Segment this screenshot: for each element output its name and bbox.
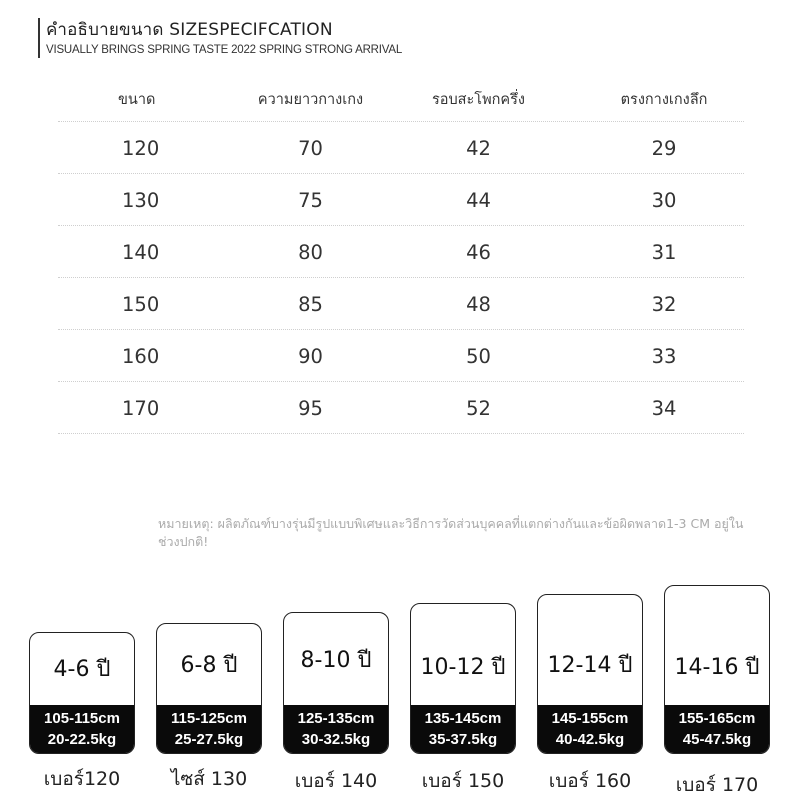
- card-dimensions: [665, 705, 769, 753]
- card-height-range: 105-115cm: [44, 710, 120, 727]
- size-card-140: [283, 612, 389, 754]
- card-weight-range: 20-22.5kg: [47, 731, 117, 748]
- card-dimensions: [30, 705, 134, 753]
- size-label-150: เบอร์ 150: [421, 770, 505, 792]
- size-label-170: เบอร์ 170: [675, 774, 759, 796]
- table-cell: 46: [466, 240, 491, 264]
- size-label-130: ไซส์ 130: [170, 768, 248, 790]
- table-cell: 50: [466, 344, 491, 368]
- table-cell: 42: [466, 136, 491, 160]
- size-label-120: เบอร์120: [43, 768, 121, 790]
- page-title: คำอธิบายขนาด SIZESPECIFCATION: [46, 20, 333, 40]
- table-cell: 120: [122, 136, 160, 160]
- table-cell: 34: [651, 396, 677, 420]
- size-card-150: [410, 603, 516, 754]
- table-cell: 44: [466, 188, 491, 212]
- card-height-range: 145-155cm: [551, 710, 629, 727]
- page-subtitle: VISUALLY BRINGS SPRING TASTE 2022 SPRING STRONG ARRIVAL: [46, 44, 403, 56]
- size-card-130: [156, 623, 262, 754]
- size-card-170: [664, 585, 770, 754]
- table-cell: 33: [651, 344, 677, 368]
- card-age: 10-12 ปี: [420, 654, 506, 680]
- table-cell: 170: [122, 396, 160, 420]
- table-cell: 32: [651, 292, 677, 316]
- card-weight-range: 30-32.5kg: [301, 731, 371, 748]
- size-label-160: เบอร์ 160: [548, 770, 632, 792]
- table-cell: 70: [298, 136, 323, 160]
- table-cell: 85: [298, 292, 323, 316]
- table-cell: 80: [298, 240, 323, 264]
- table-cell: 95: [298, 396, 323, 420]
- table-cell: 75: [298, 188, 323, 212]
- column-header-half-hip: รอบสะโพกครึ่ง: [431, 91, 526, 108]
- card-age: 14-16 ปี: [674, 654, 760, 680]
- card-dimensions: [284, 705, 388, 753]
- size-card-160: [537, 594, 643, 754]
- card-weight-range: 40-42.5kg: [555, 731, 625, 748]
- table-cell: 160: [122, 344, 160, 368]
- card-dimensions: [538, 705, 642, 753]
- size-card-120: [29, 632, 135, 754]
- card-age: 4-6 ปี: [53, 656, 111, 682]
- table-cell: 140: [122, 240, 160, 264]
- table-cell: 90: [298, 344, 323, 368]
- table-cell: 29: [651, 136, 677, 160]
- size-label-140: เบอร์ 140: [294, 770, 378, 792]
- card-height-range: 125-135cm: [297, 710, 375, 727]
- table-cell: 130: [122, 188, 160, 212]
- card-height-range: 135-145cm: [424, 710, 502, 727]
- card-weight-range: 35-37.5kg: [428, 731, 498, 748]
- card-dimensions: [411, 705, 515, 753]
- card-weight-range: 25-27.5kg: [174, 731, 244, 748]
- measurement-note: หมายเหตุ: ผลิตภัณฑ์บางรุ่นมีรูปแบบพิเศษและวิธีการวัดส่วนบุคคลที่แตกต่างกันและข้อผิดพลาด1-3 CM อยู่ในช่วงปกติ!: [158, 516, 744, 549]
- card-age: 8-10 ปี: [300, 647, 372, 673]
- card-dimensions: [157, 705, 261, 753]
- column-header-pants-length: ความยาวกางเกง: [257, 91, 364, 108]
- card-age: 12-14 ปี: [547, 652, 633, 678]
- card-weight-range: 45-47.5kg: [682, 731, 752, 748]
- card-height-range: 155-165cm: [678, 710, 756, 727]
- table-cell: 31: [651, 240, 677, 264]
- card-height-range: 115-125cm: [171, 710, 247, 727]
- column-header-rise: ตรงกางเกงลึก: [620, 91, 708, 108]
- card-age: 6-8 ปี: [180, 652, 238, 678]
- table-cell: 52: [466, 396, 491, 420]
- table-cell: 48: [466, 292, 491, 316]
- table-cell: 150: [122, 292, 160, 316]
- table-cell: 30: [651, 188, 677, 212]
- column-header-size: ขนาด: [118, 91, 156, 108]
